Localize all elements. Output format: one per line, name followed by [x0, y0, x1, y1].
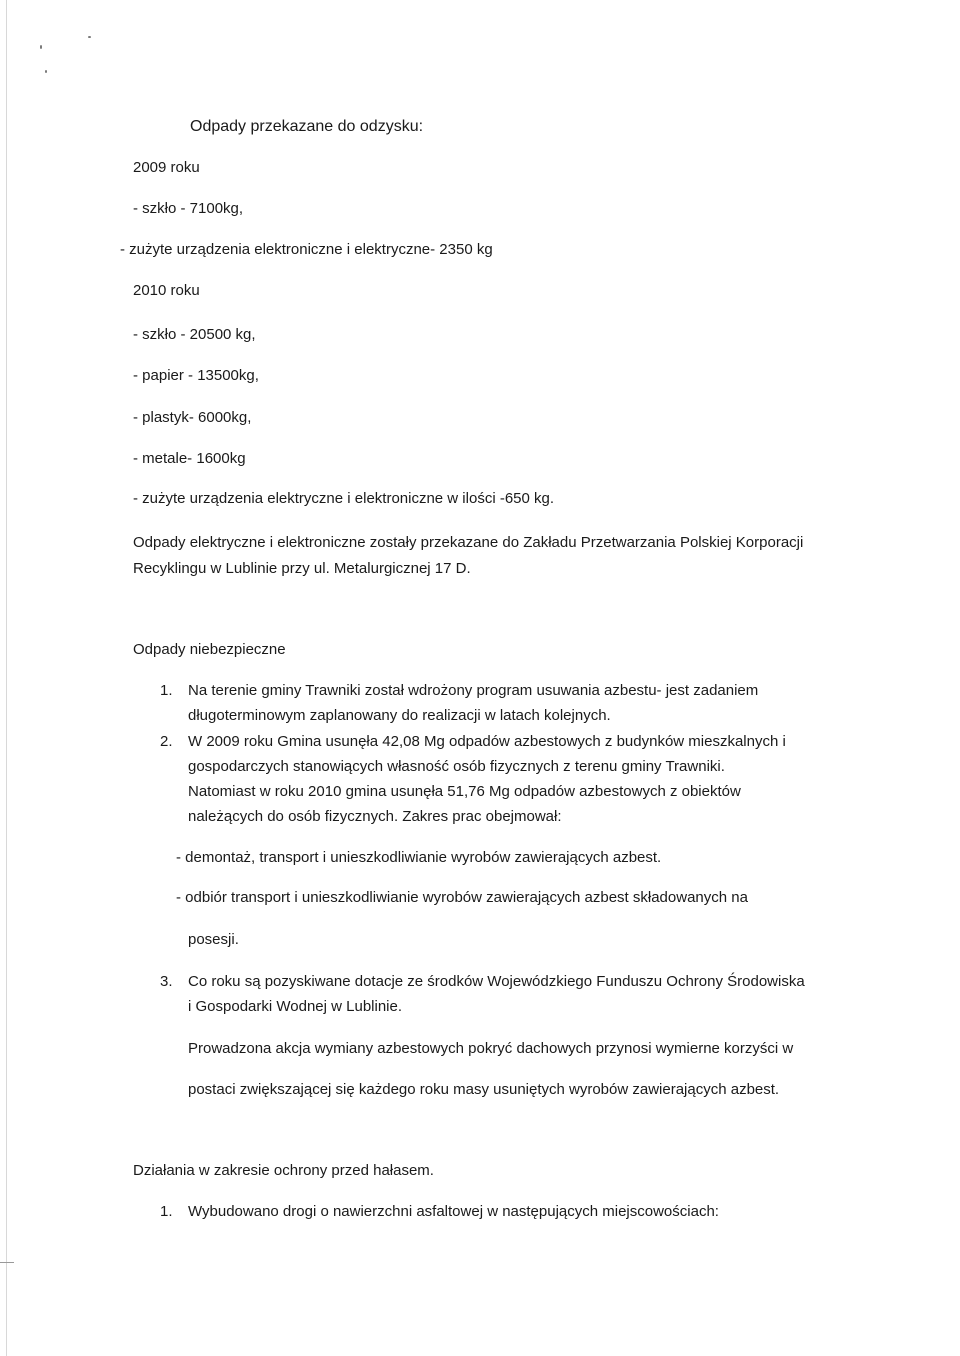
- list-item: - papier - 13500kg,: [133, 367, 259, 384]
- hazardous-item-line: należących do osób fizycznych. Zakres prac obejmował:: [188, 808, 562, 825]
- hazardous-paragraph-line: Prowadzona akcja wymiany azbestowych pokryć dachowych przynosi wymierne korzyści w: [188, 1040, 794, 1057]
- item-number: 3.: [160, 973, 173, 990]
- hazardous-item-line: i Gospodarki Wodnej w Lublinie.: [188, 998, 403, 1015]
- list-item: - plastyk- 6000kg,: [133, 409, 252, 426]
- scope-item: posesji.: [188, 931, 239, 948]
- recovery-title: Odpady przekazane do odzysku:: [190, 118, 424, 135]
- list-item: - metale- 1600kg: [133, 450, 246, 467]
- scan-margin-mark: [0, 1262, 14, 1263]
- list-item: - zużyte urządzenia elektroniczne i elektryczne- 2350 kg: [120, 241, 493, 258]
- scan-speck: [88, 36, 91, 38]
- scan-edge-line: [6, 0, 7, 1356]
- item-number: 1.: [160, 1203, 173, 1220]
- list-item: - szkło - 7100kg,: [133, 200, 244, 217]
- hazardous-item-line: długoterminowym zaplanowany do realizacji w latach kolejnych.: [188, 707, 611, 724]
- year-2010-label: 2010 roku: [133, 282, 200, 299]
- item-number: 1.: [160, 682, 173, 699]
- hazardous-item-line: gospodarczych stanowiących własność osób fizycznych z terenu gminy Trawniki.: [188, 758, 725, 775]
- hazardous-item-line: W 2009 roku Gmina usunęła 42,08 Mg odpadów azbestowych z budynków mieszkalnych i: [188, 733, 786, 750]
- hazardous-item-line: Co roku są pozyskiwane dotacje ze środków Wojewódzkiego Funduszu Ochrony Środowiska: [188, 973, 805, 990]
- year-2009-label: 2009 roku: [133, 159, 200, 176]
- hazardous-item-line: Na terenie gminy Trawniki został wdrożony program usuwania azbestu- jest zadaniem: [188, 682, 759, 699]
- scan-speck: [45, 70, 47, 73]
- scan-speck: [40, 45, 42, 49]
- hazardous-item-line: Natomiast w roku 2010 gmina usunęła 51,76 Mg odpadów azbestowych z obiektów: [188, 783, 741, 800]
- scope-item: - odbiór transport i unieszkodliwianie wyrobów zawierających azbest składowanych na: [176, 889, 748, 906]
- item-number: 2.: [160, 733, 173, 750]
- noise-item-line: Wybudowano drogi o nawierzchni asfaltowej w następujących miejscowościach:: [188, 1203, 719, 1220]
- list-item: - zużyte urządzenia elektryczne i elektroniczne w ilości -650 kg.: [133, 490, 555, 507]
- list-item: - szkło - 20500 kg,: [133, 326, 256, 343]
- noise-title: Działania w zakresie ochrony przed hałasem.: [133, 1162, 434, 1179]
- recovery-note-line: Odpady elektryczne i elektroniczne zostały przekazane do Zakładu Przetwarzania Polskiej Korporacji: [133, 534, 804, 551]
- recovery-note-line: Recyklingu w Lublinie przy ul. Metalurgicznej 17 D.: [133, 560, 471, 577]
- scope-item: - demontaż, transport i unieszkodliwianie wyrobów zawierających azbest.: [176, 849, 662, 866]
- hazardous-paragraph-line: postaci zwiększającej się każdego roku masy usuniętych wyrobów zawierających azbest.: [188, 1081, 780, 1098]
- hazardous-title: Odpady niebezpieczne: [133, 641, 286, 658]
